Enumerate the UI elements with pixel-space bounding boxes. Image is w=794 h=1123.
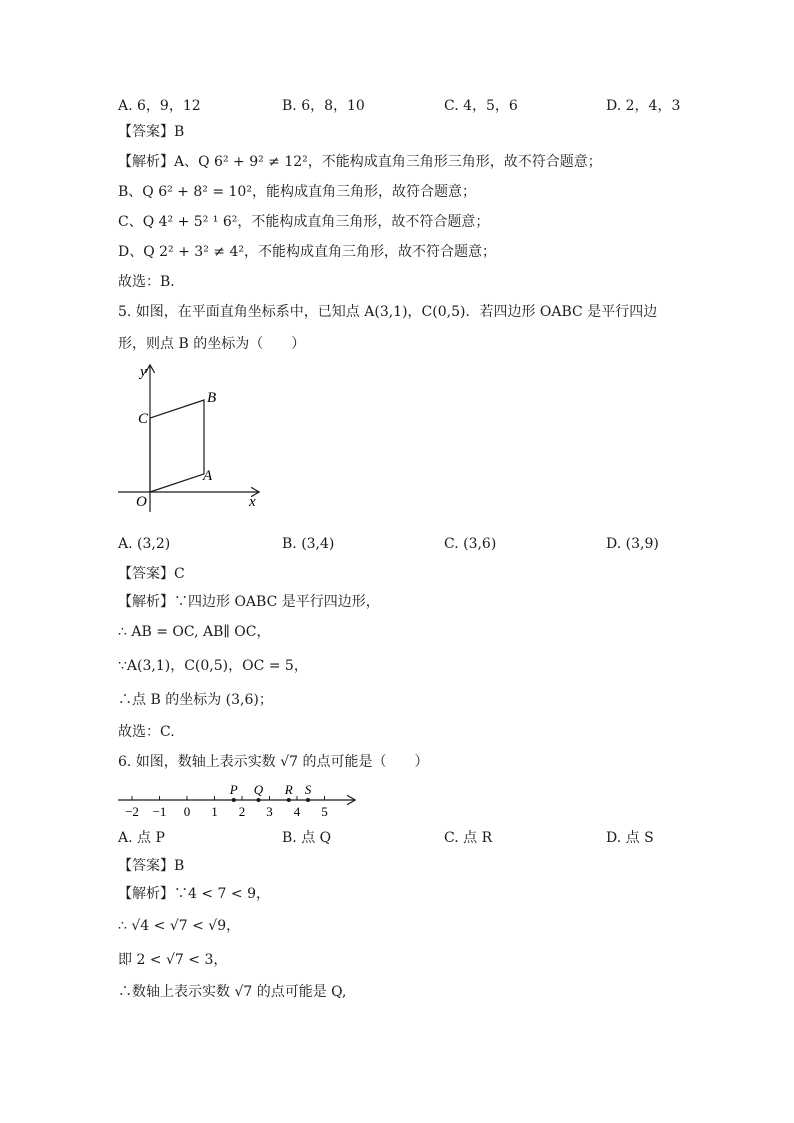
- parallelogram-oabc: [150, 400, 204, 492]
- q5-option-c: C. (3,6): [444, 536, 497, 552]
- number-line-tick-label: −1: [152, 804, 167, 819]
- q5-answer: 【答案】C: [118, 566, 185, 582]
- label-o: O: [136, 494, 147, 510]
- q6-option-c: C. 点 R: [444, 830, 493, 846]
- q5-analysis-line: 【解析】∵四边形 OABC 是平行四边形，: [118, 594, 380, 610]
- q6-option-b: B. 点 Q: [282, 830, 332, 846]
- q5-analysis-line: ∴ AB = OC, AB∥ OC，: [118, 624, 271, 640]
- number-line-tick-label: 1: [211, 804, 218, 819]
- number-line-point: [287, 798, 291, 802]
- number-line-tick-label: 2: [238, 804, 246, 819]
- number-line-tick-label: 0: [183, 804, 191, 819]
- q4-analysis-line: D、Q 2² + 3² ≠ 4²，不能构成直角三角形，故不符合题意；: [118, 244, 496, 260]
- q6-stem: 6. 如图，数轴上表示实数 √7 的点可能是（ ）: [118, 754, 429, 770]
- q4-option-b: B. 6，8，10: [282, 98, 365, 114]
- label-a: A: [203, 468, 213, 484]
- q4-analysis-line: C、Q 4² + 5² ¹ 6²，不能构成直角三角形，故不符合题意；: [118, 214, 490, 230]
- number-line-tick-label: 3: [266, 804, 273, 819]
- q4-analysis-line: 【解析】A、Q 6² + 9² ≠ 12²，不能构成直角三角形三角形，故不符合题意；: [118, 154, 602, 170]
- number-line-point-label: S: [304, 782, 312, 797]
- number-line-tick-label: 5: [321, 804, 328, 819]
- q5-stem: 5. 如图，在平面直角坐标系中，已知点 A(3,1)，C(0,5)．若四边形 OABC 是平行四边: [118, 304, 658, 320]
- number-line-point: [306, 798, 310, 802]
- q5-stem: 形，则点 B 的坐标为（ ）: [118, 336, 306, 352]
- q5-option-a: A. (3,2): [118, 536, 171, 552]
- q4-analysis-line: 故选：B．: [118, 274, 185, 290]
- number-line-point-label: Q: [253, 782, 264, 797]
- q4-option-c: C. 4，5，6: [444, 98, 518, 114]
- q5-coordinate-figure: [112, 360, 272, 520]
- number-line-point-label: R: [284, 782, 293, 797]
- q4-analysis-line: B、Q 6² + 8² = 10²，能构成直角三角形，故符合题意；: [118, 184, 476, 200]
- q6-answer: 【答案】B: [118, 858, 185, 874]
- label-c: C: [138, 411, 149, 427]
- q6-number-line: [112, 780, 362, 822]
- label-b: B: [207, 390, 217, 406]
- q4-option-d: D. 2，4，3: [606, 98, 681, 114]
- q4-option-a: A. 6，9，12: [118, 98, 201, 114]
- number-line-point: [257, 798, 261, 802]
- number-line-tick-label: 4: [293, 804, 301, 819]
- q6-option-a: A. 点 P: [118, 830, 165, 846]
- label-x: x: [249, 494, 256, 510]
- q5-analysis-line: ∴点 B 的坐标为 (3,6)；: [118, 692, 273, 708]
- number-line-tick-label: −2: [125, 804, 139, 819]
- q6-analysis-line: 【解析】∵4 < 7 < 9，: [118, 886, 270, 902]
- label-y: y: [140, 364, 147, 380]
- q6-analysis-line: 即 2 < √7 < 3，: [118, 952, 228, 968]
- q5-analysis-line: 故选：C.: [118, 724, 175, 740]
- q6-option-d: D. 点 S: [606, 830, 654, 846]
- number-line-point: [232, 798, 236, 802]
- number-line-point-label: P: [229, 782, 238, 797]
- q5-option-b: B. (3,4): [282, 536, 335, 552]
- q5-option-d: D. (3,9): [606, 536, 659, 552]
- q4-answer: 【答案】B: [118, 124, 185, 140]
- q6-analysis-line: ∴数轴上表示实数 √7 的点可能是 Q,: [118, 984, 347, 1000]
- q6-analysis-line: ∴ √4 < √7 < √9，: [118, 918, 241, 934]
- q5-analysis-line: ∵A(3,1)，C(0,5)，OC = 5，: [118, 658, 308, 674]
